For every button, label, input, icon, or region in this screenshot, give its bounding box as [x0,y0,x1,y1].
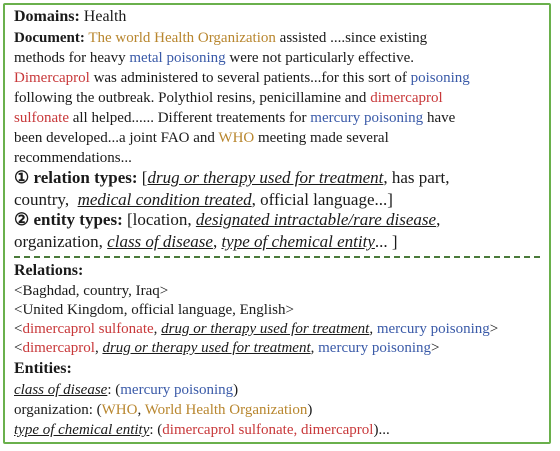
section-divider [14,256,540,258]
separator: )... [373,422,390,438]
relation-tail: mercury poisoning [376,321,490,337]
entity-type: class of disease [14,382,108,398]
entity-types-text: [location, [122,210,196,229]
separator: , [369,321,377,337]
domains-value: Health [83,8,127,25]
doc-text: were not particularly effective. [225,50,415,66]
relation-type: drug or therapy used for treatment [102,340,311,356]
entity-types-line-1 [14,210,440,230]
separator: , [293,422,301,438]
entity-who-full: The world Health Organization [88,30,276,46]
relations-label: Relations: [14,262,84,279]
relation-head: dimercaprol sulfonate [22,321,154,337]
entity-types-text: , [212,232,222,251]
relation-head: dimercaprol [22,340,95,356]
doc-text: assisted ....since existing [275,30,428,46]
doc-text: meeting made several [254,130,389,146]
relation-types-text: , has part, [383,168,450,187]
relation-item-3 [14,321,498,338]
entity-type: organization: ( [14,402,102,418]
entities-heading [14,360,72,378]
relation-item-2 [14,302,294,319]
entity-types-text: organization, [14,232,108,251]
bracket: [ [137,168,148,187]
relation-tail: mercury poisoning [318,340,432,356]
document-line-7 [14,150,132,167]
entity-type-rare-disease: designated intractable/rare disease [195,210,437,229]
relation-types-text: country, [14,190,78,209]
document-line-6 [14,130,389,147]
relation-types-line-1 [14,168,449,188]
entity-types-text: ... ] [374,232,398,251]
separator: ) [233,382,239,398]
separator: : ( [149,422,163,438]
entity-dimercaprol-sulfonate-b: sulfonate [14,110,69,126]
relation-types-line-2 [14,190,393,210]
entity-item-1 [14,382,238,399]
entity-item-2 [14,402,312,419]
entity-type: type of chemical entity [14,422,150,438]
relation-type-medical-condition: medical condition treated [77,190,252,209]
relations-heading [14,262,83,280]
doc-text: all helped...... Different treatements for [68,110,311,126]
relation-types-label: ① relation types: [14,168,138,187]
relation-text: <Baghdad, country, Iraq> [14,283,169,299]
entity-dimercaprol: Dimercaprol [14,70,90,86]
document-line-5 [14,110,455,127]
document-line-2 [14,50,414,67]
bracket: > [431,340,440,356]
relation-types-text: , official language...] [251,190,393,209]
document-line-3 [14,70,470,87]
separator: , [153,321,162,337]
doc-text: have [423,110,456,126]
domains-line [14,8,126,26]
relation-type-drug-therapy: drug or therapy used for treatment [147,168,384,187]
entity-poisoning: poisoning [410,70,470,86]
entity-value: dimercaprol sulfonate [162,422,294,438]
entity-type-chemical-entity: type of chemical entity [221,232,375,251]
separator: ) [307,402,313,418]
doc-text: recommendations... [14,150,132,166]
doc-text: been developed...a joint FAO and [14,130,219,146]
doc-text: methods for heavy [14,50,130,66]
entity-value: WHO [101,402,138,418]
entities-label: Entities: [14,360,72,377]
bracket: > [489,321,499,337]
entity-types-label: ② entity types: [14,210,123,229]
entity-value: dimercaprol [300,422,374,438]
document-line-4 [14,90,443,107]
entity-mercury-poisoning: mercury poisoning [310,110,424,126]
separator: , [94,340,103,356]
entity-type-class-of-disease: class of disease [107,232,213,251]
doc-text: following the outbreak. Polythiol resins, penicillamine and [14,90,371,106]
entity-who: WHO [218,130,255,146]
relation-item-4 [14,340,440,357]
bracket: < [14,340,23,356]
doc-text: was administered to several patients...for this sort of [89,70,411,86]
entity-metal-poisoning: metal poisoning [129,50,226,66]
entity-types-line-2 [14,232,398,252]
separator: , [310,340,319,356]
entity-dimercaprol-sulfonate-a: dimercaprol [370,90,443,106]
entity-item-3 [14,422,390,439]
bracket: < [14,321,23,337]
separator: : ( [107,382,121,398]
domains-label: Domains: [14,8,80,25]
entity-value: World Health Organization [144,402,308,418]
entity-value: mercury poisoning [120,382,234,398]
document-line-1 [14,30,427,47]
separator: , [137,402,145,418]
relation-text: <United Kingdom, official language, English> [14,302,294,318]
relation-item-1 [14,283,168,300]
document-label: Document: [14,30,85,46]
entity-types-text: , [436,210,441,229]
relation-type: drug or therapy used for treatment [161,321,370,337]
